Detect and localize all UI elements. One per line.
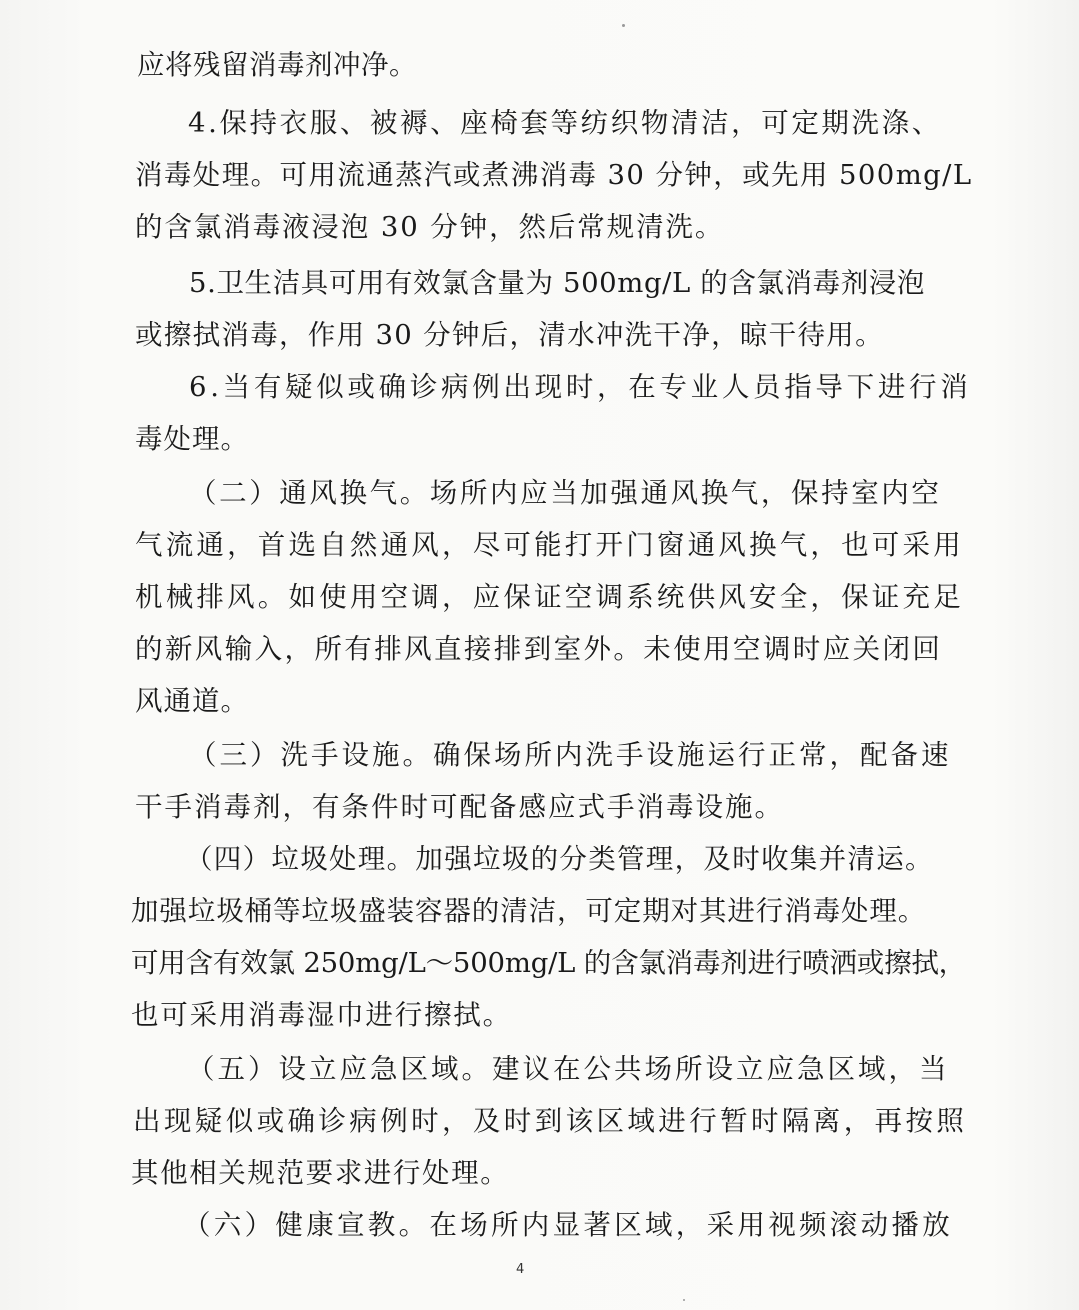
text-line: 气流通，首选自然通风，尽可能打开门窗通风换气，也可采用 bbox=[135, 529, 964, 561]
page-number: 4 bbox=[516, 1262, 525, 1277]
text-line: 加强垃圾桶等垃圾盛装容器的清洁，可定期对其进行消毒处理。 bbox=[131, 895, 927, 927]
text-line: 也可采用消毒湿巾进行擦拭。 bbox=[131, 999, 512, 1031]
text-line: 5.卫生洁具可用有效氯含量为 500mg/L 的含氯消毒剂浸泡 bbox=[189, 267, 926, 299]
text-line: 消毒处理。可用流通蒸汽或煮沸消毒 30 分钟，或先用 500mg/L bbox=[135, 159, 973, 191]
text-line: 应将残留消毒剂冲净。 bbox=[137, 49, 417, 81]
text-line: 干手消毒剂，有条件时可配备感应式手消毒设施。 bbox=[135, 791, 784, 823]
scan-speck bbox=[622, 24, 625, 27]
text-line: 其他相关规范要求进行处理。 bbox=[131, 1157, 510, 1189]
text-line: 可用含有效氯 250mg/L～500mg/L 的含氯消毒剂进行喷洒或擦拭， bbox=[131, 947, 966, 979]
text-line: （三）洗手设施。确保场所内洗手设施运行正常，配备速 bbox=[189, 739, 952, 771]
scan-speck bbox=[683, 1299, 685, 1301]
text-line: 的含氯消毒液浸泡 30 分钟，然后常规清洗。 bbox=[135, 211, 725, 243]
text-line: 6.当有疑似或确诊病例出现时，在专业人员指导下进行消 bbox=[189, 371, 972, 403]
text-line: 机械排风。如使用空调，应保证空调系统供风安全，保证充足 bbox=[135, 581, 964, 613]
text-line: （四）垃圾处理。加强垃圾的分类管理，及时收集并清运。 bbox=[185, 843, 934, 875]
text-line: （六）健康宣教。在场所内显著区域，采用视频滚动播放 bbox=[183, 1209, 953, 1241]
text-line: 毒处理。 bbox=[135, 423, 249, 455]
text-line: 4.保持衣服、被褥、座椅套等纺织物清洁，可定期洗涤、 bbox=[188, 107, 942, 139]
text-line: （五）设立应急区域。建议在公共场所设立应急区域，当 bbox=[187, 1053, 950, 1085]
text-line: 或擦拭消毒，作用 30 分钟后，清水冲洗干净，晾干待用。 bbox=[135, 319, 884, 351]
text-line: 的新风输入，所有排风直接排到室外。未使用空调时应关闭回 bbox=[135, 633, 943, 665]
text-line: 出现疑似或确诊病例时，及时到该区域进行暂时隔离，再按照 bbox=[133, 1105, 968, 1137]
text-line: 风通道。 bbox=[135, 685, 249, 717]
text-line: （二）通风换气。场所内应当加强通风换气，保持室内空 bbox=[189, 477, 942, 509]
